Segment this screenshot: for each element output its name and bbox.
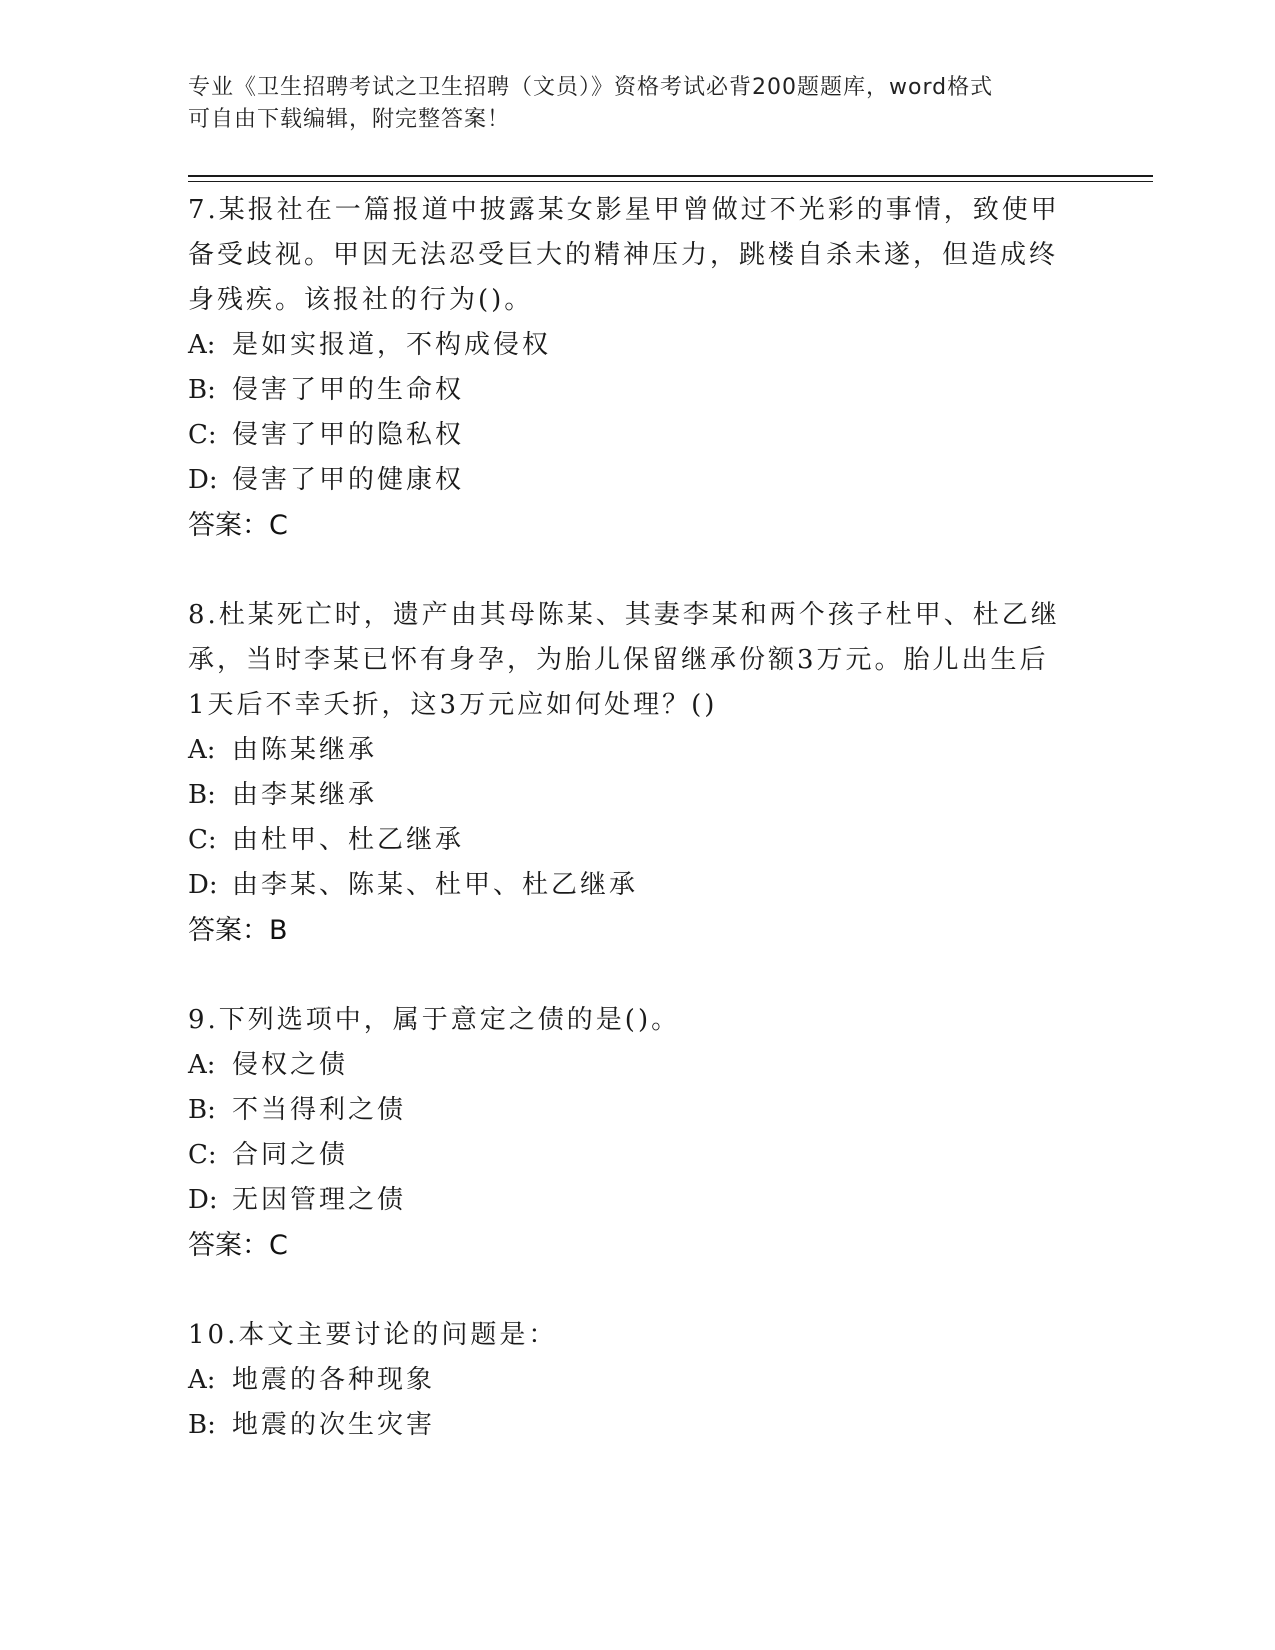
option-c (188, 413, 1068, 458)
option-c (188, 818, 1068, 863)
option-text: 侵害了甲的健康权 (232, 465, 465, 495)
option-text: 合同之债 (232, 1140, 349, 1170)
option-a (188, 1358, 1068, 1403)
option-text: 是如实报道，不构成侵权 (232, 330, 552, 360)
option-label: C: (188, 420, 217, 450)
option-text: 侵害了甲的隐私权 (232, 420, 465, 450)
option-text: 无因管理之债 (232, 1185, 407, 1215)
question-text: 7.某报社在一篇报道中披露某女影星甲曾做过不光彩的事情，致使甲备受歧视。甲因无法忍受巨大的精神压力，跳楼自杀未遂，但造成终身残疾。该报社的行为()。 (188, 195, 1060, 315)
option-label: B: (188, 375, 216, 405)
option-d (188, 863, 1068, 908)
option-a (188, 1043, 1068, 1088)
option-label: A: (188, 330, 216, 360)
option-text: 由李某、陈某、杜甲、杜乙继承 (232, 870, 639, 900)
option-d (188, 458, 1068, 503)
option-label: A: (188, 735, 216, 765)
question-text: 8.杜某死亡时，遗产由其母陈某、其妻李某和两个孩子杜甲、杜乙继承，当时李某已怀有身孕，为胎儿保留继承份额3万元。胎儿出生后1天后不幸夭折，这3万元应如何处理？() (188, 600, 1060, 720)
option-text: 地震的次生灾害 (232, 1410, 436, 1440)
question-10 (188, 1313, 1068, 1448)
document-header (188, 72, 1068, 136)
question-9 (188, 998, 1068, 1269)
option-b (188, 1403, 1068, 1448)
option-text: 侵害了甲的生命权 (232, 375, 465, 405)
option-a (188, 728, 1068, 773)
header-rule-thick (188, 175, 1153, 177)
answer: 答案：B (188, 915, 288, 946)
option-label: A: (188, 1050, 216, 1080)
option-label: D: (188, 465, 218, 495)
option-d (188, 1178, 1068, 1223)
option-text: 不当得利之债 (232, 1095, 407, 1125)
question-spacer (188, 549, 1068, 593)
option-label: B: (188, 1095, 216, 1125)
question-text: 9.下列选项中，属于意定之债的是()。 (188, 1005, 681, 1035)
option-b (188, 1088, 1068, 1133)
question-7 (188, 188, 1068, 549)
option-text: 由李某继承 (232, 780, 378, 810)
header-rule-thin (188, 181, 1153, 182)
question-text: 10.本文主要讨论的问题是： (188, 1320, 558, 1350)
option-label: A: (188, 1365, 216, 1395)
option-label: D: (188, 870, 218, 900)
option-label: B: (188, 780, 216, 810)
option-label: C: (188, 825, 217, 855)
option-b (188, 368, 1068, 413)
answer: 答案：C (188, 1230, 288, 1261)
option-label: C: (188, 1140, 217, 1170)
question-spacer (188, 1269, 1068, 1313)
option-label: D: (188, 1185, 218, 1215)
header-line-1: 专业《卫生招聘考试之卫生招聘（文员）》资格考试必背200题题库，word格式 (188, 75, 994, 100)
option-text: 由杜甲、杜乙继承 (232, 825, 465, 855)
question-list (188, 188, 1068, 1448)
header-line-2: 可自由下载编辑，附完整答案！ (188, 107, 511, 132)
answer: 答案：C (188, 510, 288, 541)
question-8 (188, 593, 1068, 954)
option-label: B: (188, 1410, 216, 1440)
option-text: 由陈某继承 (232, 735, 378, 765)
option-text: 地震的各种现象 (232, 1365, 436, 1395)
question-spacer (188, 954, 1068, 998)
option-text: 侵权之债 (232, 1050, 349, 1080)
option-b (188, 773, 1068, 818)
option-a (188, 323, 1068, 368)
option-c (188, 1133, 1068, 1178)
